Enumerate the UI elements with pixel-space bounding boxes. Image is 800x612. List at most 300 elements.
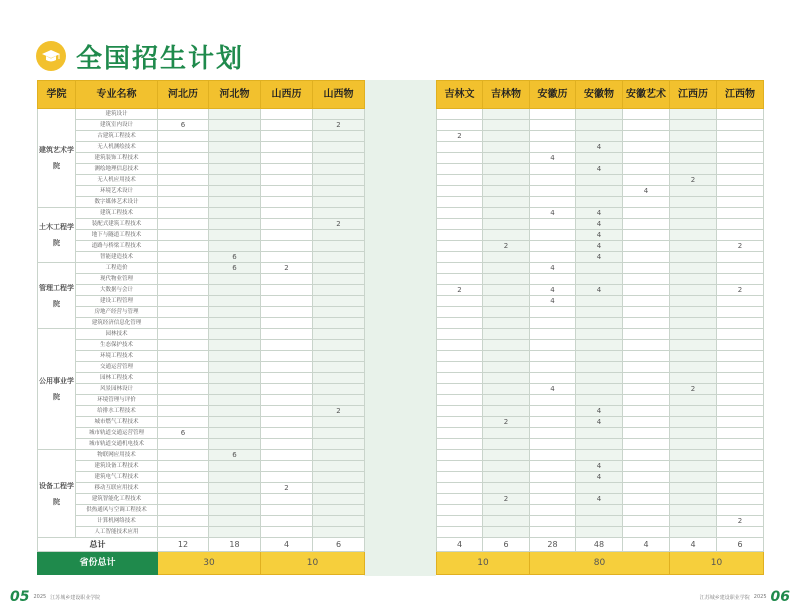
quota-cell: [313, 417, 365, 428]
quota-cell: [158, 208, 209, 219]
quota-cell: 4: [623, 186, 670, 197]
quota-cell: [483, 340, 530, 351]
column-header: 吉林物: [483, 81, 530, 109]
quota-cell: 2: [670, 384, 717, 395]
quota-cell: [530, 461, 576, 472]
table-row: [38, 395, 365, 406]
major-name: 房地产经营与管理: [76, 307, 158, 318]
quota-cell: [313, 439, 365, 450]
table-row: [38, 406, 365, 417]
quota-cell: [483, 109, 530, 120]
quota-cell: [623, 285, 670, 296]
quota-cell: [483, 120, 530, 131]
quota-cell: [313, 241, 365, 252]
quota-cell: [623, 340, 670, 351]
table-row: [38, 109, 365, 120]
quota-cell: [483, 472, 530, 483]
major-name: 无人机应用技术: [76, 175, 158, 186]
table-row: [38, 263, 365, 274]
quota-cell: [530, 494, 576, 505]
quota-cell: [670, 197, 717, 208]
quota-cell: [158, 285, 209, 296]
quota-cell: [717, 483, 764, 494]
quota-cell: [313, 428, 365, 439]
quota-cell: [717, 175, 764, 186]
quota-cell: [670, 472, 717, 483]
major-name: 现代物业管理: [76, 274, 158, 285]
quota-cell: [437, 472, 483, 483]
quota-cell: 2: [313, 120, 365, 131]
quota-cell: [623, 461, 670, 472]
table-row: [38, 307, 365, 318]
major-name: 大数据与会计: [76, 285, 158, 296]
province-total-cell: 30: [158, 552, 261, 575]
quota-cell: [483, 307, 530, 318]
table-row: [38, 340, 365, 351]
quota-cell: [717, 142, 764, 153]
quota-cell: [158, 483, 209, 494]
quota-cell: 6: [158, 120, 209, 131]
quota-cell: [261, 175, 313, 186]
quota-cell: [209, 120, 261, 131]
quota-cell: [670, 285, 717, 296]
quota-cell: [483, 329, 530, 340]
quota-cell: [313, 208, 365, 219]
quota-cell: [670, 527, 717, 538]
quota-cell: [209, 241, 261, 252]
table-row: [38, 505, 365, 516]
quota-cell: [209, 109, 261, 120]
quota-cell: [261, 241, 313, 252]
quota-cell: [670, 516, 717, 527]
table-row: [38, 329, 365, 340]
major-name: 建筑设备工程技术: [76, 461, 158, 472]
quota-cell: [261, 428, 313, 439]
quota-cell: [530, 318, 576, 329]
footer-school-right: 江苏城乡建设职业学院: [699, 594, 750, 601]
quota-cell: [261, 461, 313, 472]
quota-cell: [717, 186, 764, 197]
quota-cell: [158, 472, 209, 483]
table-row: [38, 351, 365, 362]
quota-cell: [261, 318, 313, 329]
quota-cell: 2: [313, 406, 365, 417]
quota-cell: [437, 362, 483, 373]
quota-cell: [530, 340, 576, 351]
quota-cell: [209, 197, 261, 208]
total-cell: 6: [313, 538, 365, 552]
quota-cell: [437, 395, 483, 406]
table-row: [437, 450, 764, 461]
major-name: 建筑设计: [76, 109, 158, 120]
quota-cell: [670, 439, 717, 450]
quota-cell: [623, 153, 670, 164]
major-name: 无人机测绘技术: [76, 142, 158, 153]
quota-cell: [209, 373, 261, 384]
quota-cell: [576, 505, 623, 516]
quota-cell: 4: [576, 285, 623, 296]
major-name: 建筑智能化工程技术: [76, 494, 158, 505]
quota-cell: [313, 296, 365, 307]
quota-cell: [313, 516, 365, 527]
quota-cell: [261, 274, 313, 285]
quota-cell: [209, 351, 261, 362]
quota-cell: [576, 109, 623, 120]
column-header: 山西物: [313, 81, 365, 109]
major-name: 建筑装饰工程技术: [76, 153, 158, 164]
quota-cell: [623, 131, 670, 142]
quota-cell: [717, 527, 764, 538]
table-row: [437, 373, 764, 384]
major-name: 环境工程技术: [76, 351, 158, 362]
quota-cell: [313, 307, 365, 318]
quota-cell: 2: [261, 483, 313, 494]
province-total-cell: 10: [261, 552, 365, 575]
quota-cell: 4: [530, 384, 576, 395]
major-name: 城市轨道交通运营管理: [76, 428, 158, 439]
quota-cell: [437, 252, 483, 263]
quota-cell: [261, 197, 313, 208]
quota-cell: [623, 406, 670, 417]
plan-table-left: [37, 80, 365, 575]
quota-cell: 4: [576, 406, 623, 417]
total-cell: 4: [623, 538, 670, 552]
quota-cell: [313, 450, 365, 461]
quota-cell: [623, 483, 670, 494]
column-header: 学院: [38, 81, 76, 109]
major-name: 建筑经济信息化管理: [76, 318, 158, 329]
quota-cell: [313, 373, 365, 384]
quota-cell: [313, 340, 365, 351]
quota-cell: [209, 439, 261, 450]
quota-cell: [437, 439, 483, 450]
quota-cell: [530, 109, 576, 120]
quota-cell: [158, 417, 209, 428]
table-row: [437, 296, 764, 307]
quota-cell: [483, 219, 530, 230]
quota-cell: [623, 505, 670, 516]
table-row: [38, 208, 365, 219]
quota-cell: [437, 351, 483, 362]
table-row: [437, 340, 764, 351]
quota-cell: [158, 274, 209, 285]
quota-cell: [437, 373, 483, 384]
quota-cell: [530, 373, 576, 384]
column-header: 安徽历: [530, 81, 576, 109]
quota-cell: [717, 494, 764, 505]
quota-cell: [670, 263, 717, 274]
quota-cell: [209, 285, 261, 296]
graduation-cap-icon: [36, 41, 66, 71]
major-name: 给排水工程技术: [76, 406, 158, 417]
quota-cell: [261, 417, 313, 428]
table-row: [437, 230, 764, 241]
quota-cell: [670, 461, 717, 472]
table-row: [38, 197, 365, 208]
quota-cell: 4: [576, 230, 623, 241]
quota-cell: [717, 362, 764, 373]
quota-cell: [670, 153, 717, 164]
quota-cell: 4: [576, 164, 623, 175]
major-name: 城市轨道交通机电技术: [76, 439, 158, 450]
quota-cell: [209, 131, 261, 142]
quota-cell: [313, 164, 365, 175]
quota-cell: [261, 494, 313, 505]
table-row: [437, 395, 764, 406]
total-cell: 28: [530, 538, 576, 552]
quota-cell: [209, 318, 261, 329]
quota-cell: [717, 252, 764, 263]
table-row: [38, 274, 365, 285]
column-header: 安徽物: [576, 81, 623, 109]
quota-cell: [623, 395, 670, 406]
college-cell: 设备工程学院: [38, 450, 76, 538]
quota-cell: [623, 450, 670, 461]
table-row: [38, 472, 365, 483]
quota-cell: [313, 461, 365, 472]
quota-cell: [483, 318, 530, 329]
table-row: [437, 175, 764, 186]
table-row: [437, 417, 764, 428]
quota-cell: [483, 252, 530, 263]
quota-cell: [717, 373, 764, 384]
quota-cell: [158, 296, 209, 307]
college-cell: 建筑艺术学院: [38, 109, 76, 208]
quota-cell: [530, 307, 576, 318]
major-name: 道路与桥梁工程技术: [76, 241, 158, 252]
major-name: 智能建造技术: [76, 252, 158, 263]
table-row: [437, 384, 764, 395]
quota-cell: [670, 417, 717, 428]
college-cell: 管理工程学院: [38, 263, 76, 329]
quota-cell: [209, 527, 261, 538]
quota-cell: [576, 263, 623, 274]
quota-cell: [437, 417, 483, 428]
table-row: [38, 373, 365, 384]
table-row: [38, 417, 365, 428]
quota-cell: [530, 131, 576, 142]
quota-cell: [437, 329, 483, 340]
quota-cell: [313, 175, 365, 186]
quota-cell: [670, 307, 717, 318]
quota-cell: [209, 406, 261, 417]
quota-cell: [623, 516, 670, 527]
quota-cell: [483, 208, 530, 219]
quota-cell: [158, 527, 209, 538]
quota-cell: [717, 406, 764, 417]
quota-cell: [717, 417, 764, 428]
quota-cell: [670, 230, 717, 241]
footer-year-left: 2025: [33, 594, 47, 600]
quota-cell: [437, 219, 483, 230]
quota-cell: [623, 527, 670, 538]
quota-cell: [437, 527, 483, 538]
quota-cell: [670, 340, 717, 351]
quota-cell: [623, 494, 670, 505]
quota-cell: [530, 516, 576, 527]
major-name: 物联网应用技术: [76, 450, 158, 461]
quota-cell: [576, 395, 623, 406]
quota-cell: [670, 505, 717, 516]
quota-cell: [530, 186, 576, 197]
quota-cell: 4: [576, 494, 623, 505]
quota-cell: [717, 164, 764, 175]
quota-cell: [158, 395, 209, 406]
quota-cell: [576, 439, 623, 450]
total-cell: 12: [158, 538, 209, 552]
quota-cell: [158, 340, 209, 351]
quota-cell: 4: [530, 285, 576, 296]
quota-cell: [437, 153, 483, 164]
quota-cell: [261, 131, 313, 142]
quota-cell: [313, 362, 365, 373]
quota-cell: [483, 505, 530, 516]
quota-cell: [623, 351, 670, 362]
quota-cell: [158, 384, 209, 395]
quota-cell: [576, 362, 623, 373]
table-row: [437, 505, 764, 516]
table-row: [38, 241, 365, 252]
quota-cell: [437, 296, 483, 307]
quota-cell: [209, 472, 261, 483]
quota-cell: [209, 142, 261, 153]
quota-cell: [483, 527, 530, 538]
quota-cell: [623, 120, 670, 131]
quota-cell: [158, 142, 209, 153]
province-total-label: 省份总计: [38, 552, 158, 575]
quota-cell: [670, 296, 717, 307]
table-row: [38, 164, 365, 175]
quota-cell: [670, 406, 717, 417]
table-row: [38, 318, 365, 329]
table-row: [437, 318, 764, 329]
table-row: [38, 131, 365, 142]
quota-cell: [261, 142, 313, 153]
page-title: 全国招生计划: [76, 43, 245, 74]
quota-cell: [576, 318, 623, 329]
quota-cell: [483, 461, 530, 472]
table-row: [437, 219, 764, 230]
quota-cell: [261, 340, 313, 351]
quota-cell: 4: [576, 208, 623, 219]
quota-cell: [717, 318, 764, 329]
quota-cell: [158, 439, 209, 450]
table-row: [437, 351, 764, 362]
quota-cell: [313, 263, 365, 274]
total-cell: 4: [437, 538, 483, 552]
quota-cell: [623, 439, 670, 450]
quota-cell: [530, 505, 576, 516]
total-row: [38, 538, 365, 552]
table-row: [38, 120, 365, 131]
major-name: 地下与隧道工程技术: [76, 230, 158, 241]
quota-cell: [717, 131, 764, 142]
quota-cell: [576, 340, 623, 351]
quota-cell: [158, 505, 209, 516]
quota-cell: [209, 340, 261, 351]
quota-cell: [483, 285, 530, 296]
quota-cell: [209, 417, 261, 428]
quota-cell: [209, 186, 261, 197]
quota-cell: [437, 230, 483, 241]
quota-cell: 2: [670, 175, 717, 186]
quota-cell: [483, 373, 530, 384]
table-row: [437, 439, 764, 450]
quota-cell: [437, 109, 483, 120]
table-row: [437, 120, 764, 131]
column-header: 吉林文: [437, 81, 483, 109]
quota-cell: [261, 186, 313, 197]
quota-cell: [623, 472, 670, 483]
table-row: [437, 428, 764, 439]
quota-cell: [623, 142, 670, 153]
page-number-right: 06: [770, 589, 790, 605]
quota-cell: 4: [576, 219, 623, 230]
page-number-left: 05: [10, 589, 30, 605]
quota-cell: 6: [209, 450, 261, 461]
quota-cell: [158, 406, 209, 417]
quota-cell: [437, 494, 483, 505]
quota-cell: [209, 208, 261, 219]
quota-cell: [483, 230, 530, 241]
quota-cell: [670, 494, 717, 505]
quota-cell: [623, 230, 670, 241]
quota-cell: [313, 318, 365, 329]
table-row: [437, 252, 764, 263]
quota-cell: [623, 164, 670, 175]
quota-cell: [530, 428, 576, 439]
table-row: [38, 461, 365, 472]
quota-cell: [717, 208, 764, 219]
table-row: [437, 142, 764, 153]
quota-cell: [437, 428, 483, 439]
college-cell: 公用事业学院: [38, 329, 76, 450]
quota-cell: [483, 153, 530, 164]
quota-cell: [670, 362, 717, 373]
quota-cell: [437, 263, 483, 274]
quota-cell: [530, 219, 576, 230]
quota-cell: [670, 186, 717, 197]
province-total-cell: 10: [437, 552, 530, 575]
quota-cell: [717, 153, 764, 164]
quota-cell: [530, 329, 576, 340]
quota-cell: [158, 230, 209, 241]
quota-cell: [717, 472, 764, 483]
quota-cell: 2: [483, 494, 530, 505]
quota-cell: [437, 406, 483, 417]
quota-cell: 4: [576, 472, 623, 483]
quota-cell: [158, 175, 209, 186]
quota-cell: [576, 274, 623, 285]
quota-cell: [483, 450, 530, 461]
quota-cell: 4: [576, 142, 623, 153]
quota-cell: [261, 439, 313, 450]
quota-cell: 2: [717, 241, 764, 252]
column-header: 河北历: [158, 81, 209, 109]
quota-cell: [261, 351, 313, 362]
province-total-row: [38, 552, 365, 575]
quota-cell: [717, 505, 764, 516]
quota-cell: 2: [313, 219, 365, 230]
quota-cell: [530, 230, 576, 241]
quota-cell: [158, 164, 209, 175]
quota-cell: 4: [576, 252, 623, 263]
quota-cell: [437, 450, 483, 461]
quota-cell: [158, 351, 209, 362]
quota-cell: [530, 274, 576, 285]
quota-cell: [576, 197, 623, 208]
quota-cell: 4: [530, 208, 576, 219]
